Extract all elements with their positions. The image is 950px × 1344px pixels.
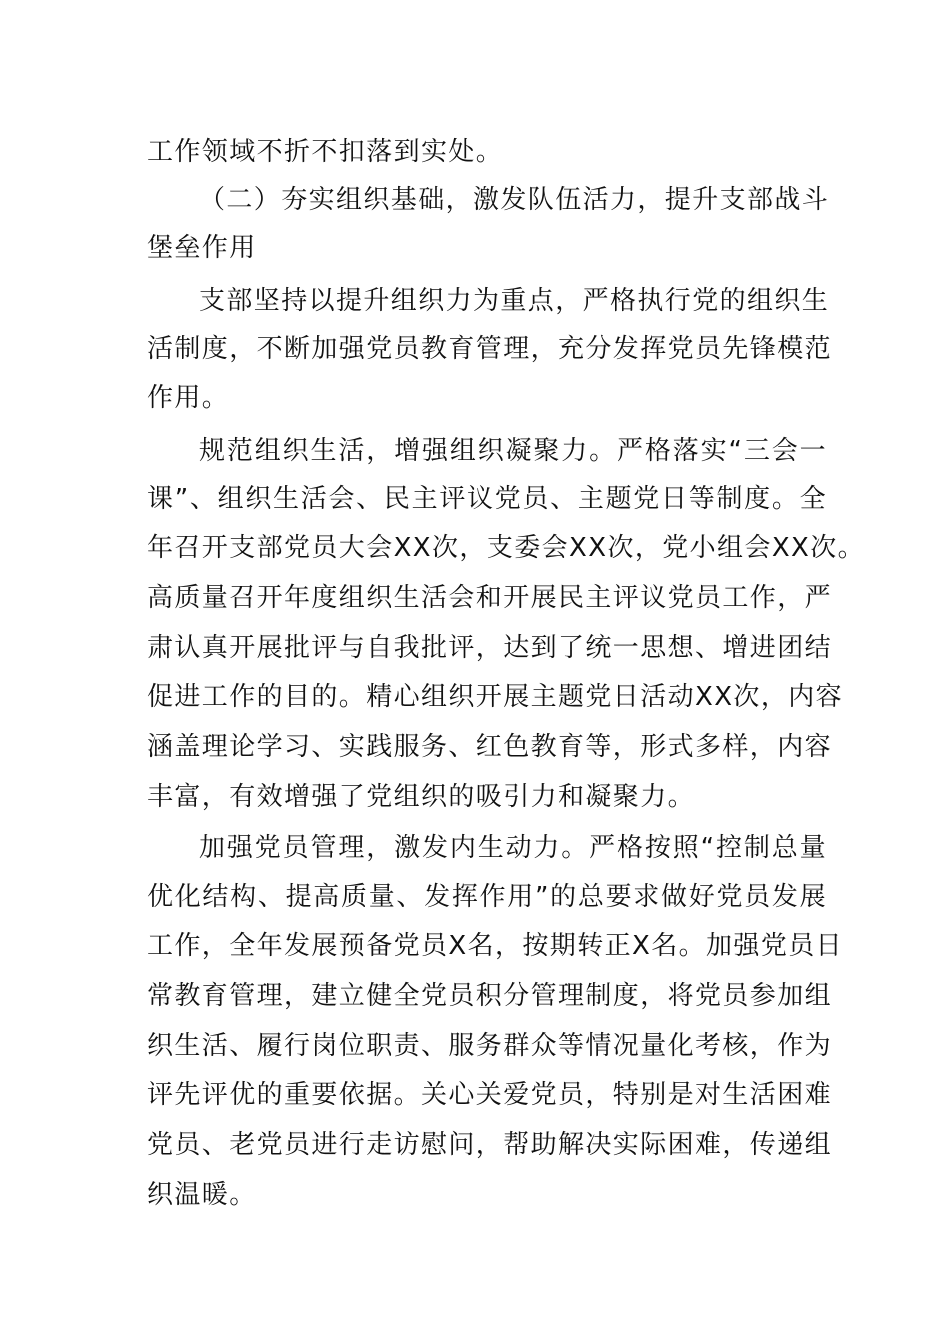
paragraph-line: 高质量召开年度组织生活会和开展民主评议党员工作，严 <box>147 583 833 613</box>
paragraph-line: 涵盖理论学习、实践服务、红色教育等，形式多样，内容 <box>147 732 833 762</box>
paragraph-line: 年召开支部党员大会XX次，支委会XX次，党小组会XX次。 <box>147 533 866 563</box>
paragraph-line: 促进工作的目的。精心组织开展主题党日活动XX次，内容 <box>147 682 844 712</box>
paragraph-line: 肃认真开展批评与自我批评，达到了统一思想、增进团结 <box>147 633 833 663</box>
paragraph-line: 工作领域不折不扣落到实处。 <box>147 137 504 167</box>
paragraph-line: 织温暖。 <box>147 1180 257 1210</box>
paragraph-line: 工作，全年发展预备党员X名，按期转正X名。加强党员日 <box>147 931 844 961</box>
section-heading-line: （二）夯实组织基础，激发队伍活力，提升支部战斗 <box>199 185 830 215</box>
paragraph-line: 规范组织生活，增强组织凝聚力。严格落实“三会一 <box>199 436 827 466</box>
section-heading-line: 堡垒作用 <box>147 233 257 263</box>
paragraph-line: 党员、老党员进行走访慰问，帮助解决实际困难，传递组 <box>147 1130 833 1160</box>
paragraph-line: 评先评优的重要依据。关心关爱党员，特别是对生活困难 <box>147 1080 833 1110</box>
paragraph-line: 课”、组织生活会、民主评议党员、主题党日等制度。全 <box>147 484 827 514</box>
paragraph-line: 织生活、履行岗位职责、服务群众等情况量化考核，作为 <box>147 1031 833 1061</box>
paragraph-line: 加强党员管理，激发内生动力。严格按照“控制总量 <box>199 833 827 863</box>
paragraph-line: 支部坚持以提升组织力为重点，严格执行党的组织生 <box>199 286 830 316</box>
paragraph-line: 优化结构、提高质量、发挥作用”的总要求做好党员发展 <box>147 882 827 912</box>
paragraph-line: 常教育管理，建立健全党员积分管理制度，将党员参加组 <box>147 981 833 1011</box>
paragraph-line: 作用。 <box>147 383 230 413</box>
paragraph-line: 活制度，不断加强党员教育管理，充分发挥党员先锋模范 <box>147 334 833 364</box>
paragraph-line: 丰富，有效增强了党组织的吸引力和凝聚力。 <box>147 782 696 812</box>
